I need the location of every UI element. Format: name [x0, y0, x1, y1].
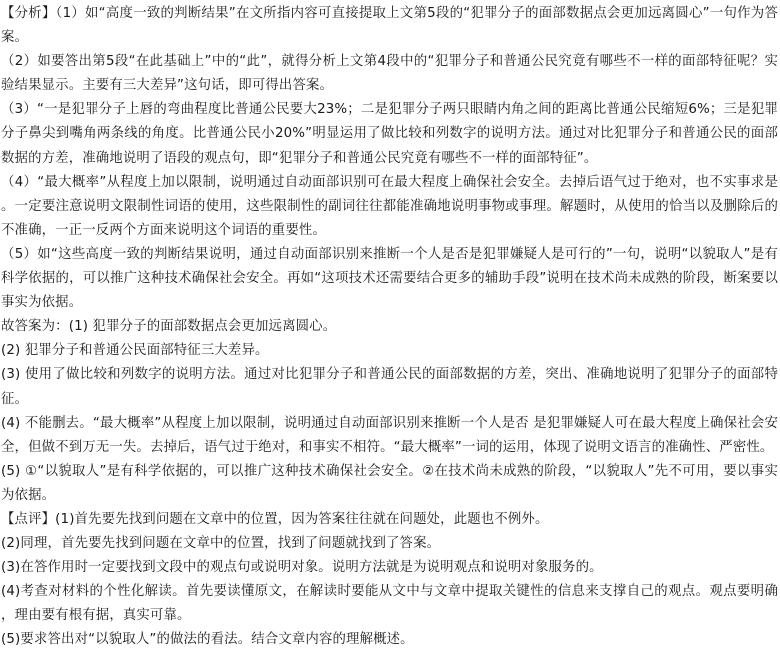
comment-2: (2)同理，首先要先找到问题在文章中的位置，找到了问题就找到了答案。 [1, 536, 441, 552]
analysis-point-1: 【分析】（1）如“高度一致的判断结果”在文所指内容可直接提取上文第5段的“犯罪分子的面部数据点会更加远离圆心”一句作为答案。 [1, 6, 778, 46]
comment-1: 【点评】(1)首先要先找到问题在文章中的位置，因为答案往往就在问题处，此题也不例外。 [1, 511, 549, 527]
answer-1: 故答案为：(1) 犯罪分子的面部数据点会更加远离圆心。 [1, 319, 337, 335]
comment-5: (5)要求答出对“以貌取人”的做法的看法。结合文章内容的理解概述。 [1, 632, 414, 648]
answer-4: (4) 不能删去。“最大概率”从程度上加以限制，说明通过自动面部识别来推断一个人是否 是犯罪嫌疑人可在最大程度上确保社会安全，但做不到万无一失。去掉后，语气过于绝对，和事实不相符。“最大概率”一词的运用，体现了说明文语言的准确性、严密性。 [1, 415, 778, 455]
answer-5: (5) ①“以貌取人”是有科学依据的，可以推广这种技术确保社会安全。②在技术尚未成熟的阶段，“以貌取人”先不可用，要以事实为依据。 [1, 463, 778, 503]
analysis-point-5: （5）如“这些高度一致的判断结果说明，通过自动面部识别来推断一个人是否是犯罪嫌疑人是可行的”一句，说明“以貌取人”是有科学依据的，可以推广这种技术确保社会安全。再如“这项技术还需要结合更多的辅助手段”说明在技术尚未成熟的阶段，断案要以事实为依据。 [1, 246, 778, 311]
analysis-point-2: （2）如要答出第5段“在此基础上”中的“此”，就得分析上文第4段中的“犯罪分子和普通公民究竟有哪些不一样的面部特征呢？实验结果显示。主要有三大差异”这句话，即可得出答案。 [1, 54, 778, 94]
analysis-point-3: （3）“一是犯罪分子上唇的弯曲程度比普通公民要大23%；二是犯罪分子两只眼睛内角之间的距离比普通公民缩短6%；三是犯罪分子鼻尖到嘴角两条线的角度。比普通公民小20%”明显运用了做比较和列数字的说明方法。通过对比犯罪分子和普通公民的面部数据的方差，准确地说明了语段的观点句，即“犯罪分子和普通公民究竟有哪些不一样的面部特征”。 [1, 102, 778, 166]
comment-3: (3)在答作用时一定要找到文段中的观点句或说明对象。说明方法就是为说明观点和说明对象服务的。 [1, 560, 603, 576]
analysis-point-4: （4）“最大概率”从程度上加以限制，说明通过自动面部识别可在最大程度上确保社会安全。去掉后语气过于绝对，也不实事求是。一定要注意说明文限制性词语的使用，这些限制性的副词往往都能准确地说明事物或事理。解题时，从使用的恰当以及删除后的不准确，一正一反两个方面来说明这个词语的重要性。 [1, 174, 778, 238]
answer-3: (3) 使用了做比较和列数字的说明方法。通过对比犯罪分子和普通公民的面部数据的方差，突出、准确地说明了犯罪分子的面部特征。 [1, 367, 778, 407]
answer-2: (2) 犯罪分子和普通公民面部特征三大差异。 [1, 343, 269, 359]
comment-4: (4)考查对材料的个性化解读。首先要读懂原文，在解读时要能从文中与文章中提取关键性的信息来支撑自己的观点。观点要明确，理由要有根有据，真实可靠。 [1, 584, 778, 624]
